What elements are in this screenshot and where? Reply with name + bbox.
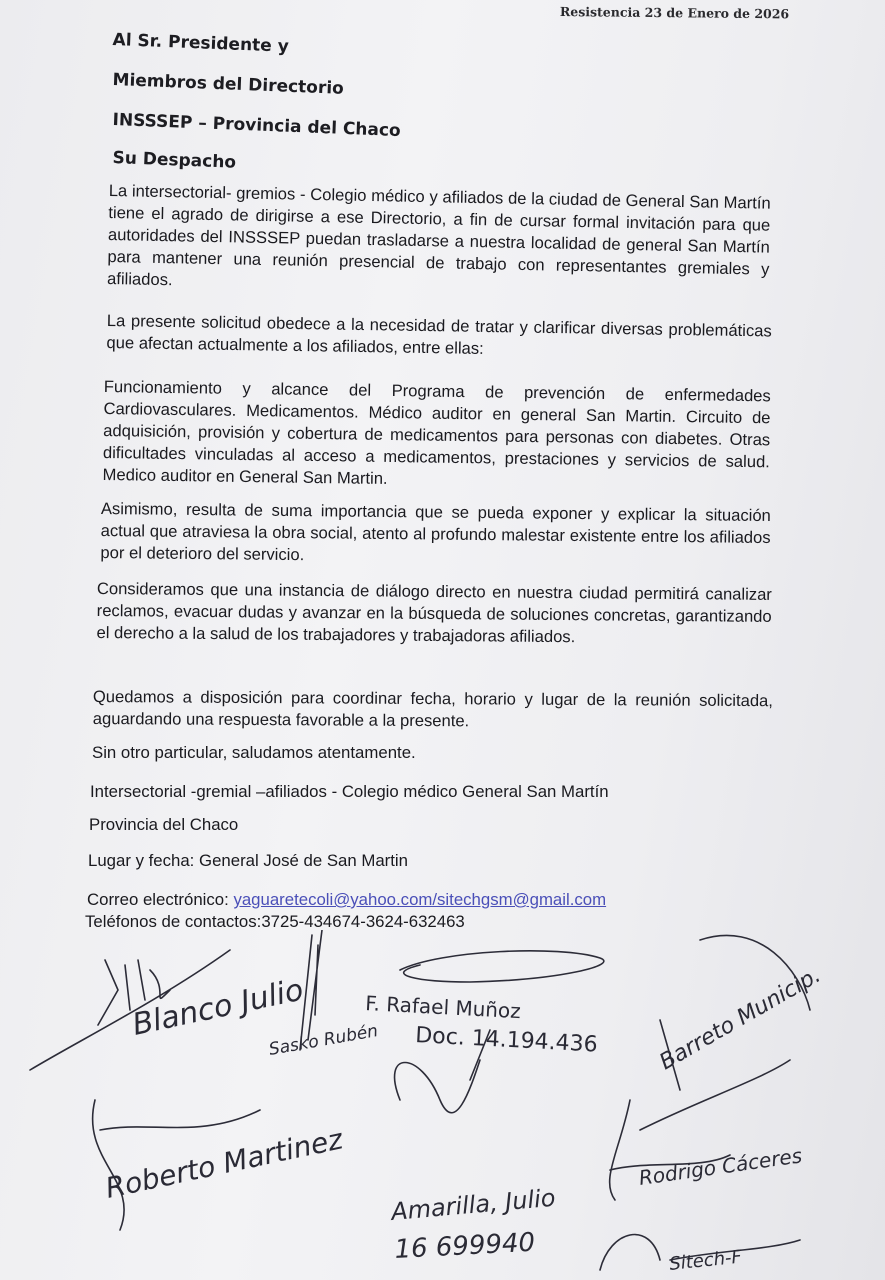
signature-6-name: Amarilla, Julio <box>390 1183 557 1226</box>
signature-2: Sasko Rubén <box>267 1021 380 1060</box>
addressee-line-1: Al Sr. Presidente y <box>112 30 290 57</box>
paragraph-issues: Funcionamiento y alcance del Programa de prevención de enfermedades Cardiovasculares. Medicamentos. Médico auditor en general San Martin. Circuito de adquisición, provisión y cobertura de medicamentos para personas con diabetes. Otras dificultades vinculadas al acceso a medicamentos, prestaciones y servicios de salud. Medico auditor en General San Martin. <box>102 376 771 488</box>
addressee-line-3: INSSSEP – Provincia del Chaco <box>112 110 402 142</box>
email-line <box>87 890 606 910</box>
paragraph-invitation: La intersectorial- gremios - Colegio médico y afiliados de la ciudad de General San Martín tiene el agrado de dirigirse a ese Directorio, a fin de cursar formal invitación para que autoridades del INSSSEP puedan trasladarse a nuestra localidad de general San Martín para mantener una reunión presencial de trabajo con representantes gremiales y afiliados. <box>106 180 771 290</box>
place-date-line: Lugar y fecha: General José de San Martin <box>88 851 408 870</box>
paragraph-dialogue: Consideramos que una instancia de diálogo directo en nuestra ciudad permitirá canalizar reclamos, evacuar dudas y avanzar en la búsqueda de soluciones concretas, garantizando el derecho a la salud de los trabajadores y trabajadoras afiliados. <box>96 578 772 647</box>
paragraph-request: La presente solicitud obedece a la necesidad de tratar y clarificar diversas problemáticas que afectan actualmente a los afiliados, entre ellas: <box>106 310 772 358</box>
signatures-area <box>0 930 885 1280</box>
addressee-line-2: Miembros del Directorio <box>112 70 345 99</box>
paragraph-availability: Quedamos a disposición para coordinar fecha, horario y lugar de la reunión solicitada, aguardando una respuesta favorable a la presente. <box>92 687 773 731</box>
province-line: Provincia del Chaco <box>89 815 239 834</box>
signature-3-oval <box>400 951 604 982</box>
paragraph-situation: Asimismo, resulta de suma importancia que se pueda exponer y explicar la situación actual que atraviesa la obra social, atento al profundo malestar existente entre los afiliados por el deterioro del servicio. <box>100 498 771 565</box>
addressee-line-4: Su Despacho <box>112 148 237 173</box>
letter-date: Resistencia 23 de Enero de 2026 <box>559 4 790 22</box>
signature-3-doc: Doc. 14.194.436 <box>414 1023 599 1058</box>
phones-line: Teléfonos de contactos:3725-434674-3624-632463 <box>85 912 465 931</box>
closing-line: Sin otro particular, saludamos atentamente. <box>92 743 416 762</box>
email-link[interactable]: yaguaretecoli@yahoo.com/sitechgsm@gmail.com <box>233 890 607 909</box>
signature-5: Roberto Martinez <box>102 1122 346 1205</box>
signature-4: Barreto Municip. <box>655 962 826 1076</box>
signature-8: Sitech-F <box>668 1246 743 1275</box>
email-label: Correo electrónico: <box>87 890 234 909</box>
signature-1: Blanco Julio <box>129 972 307 1043</box>
signature-7: Rodrigo Cáceres <box>637 1143 804 1190</box>
signature-3-name: F. Rafael Muñoz <box>364 991 522 1024</box>
sender-line: Intersectorial -gremial –afiliados - Colegio médico General San Martín <box>90 782 609 801</box>
signature-6-doc: 16 699940 <box>393 1227 536 1265</box>
